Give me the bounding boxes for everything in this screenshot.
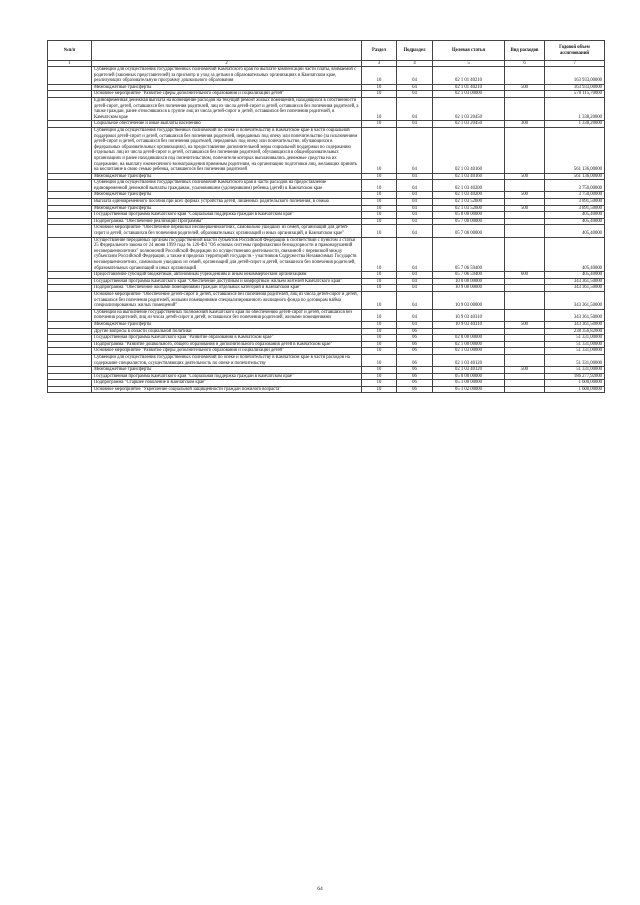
row-name-cell: Основное мероприятие "Укрепление социальной защищенности граждан пожилого возраста" — [92, 386, 362, 393]
row-razdel-cell: 10 — [362, 67, 397, 85]
row-razdel-cell: 10 — [362, 291, 397, 309]
row-name-cell: Подпрограмма "Старшее поколение в Камчатском крае" — [92, 380, 362, 387]
row-podrazdel-cell: 04 — [397, 225, 433, 237]
row-number-cell — [48, 199, 92, 206]
row-amount-cell: 405,40000 — [545, 225, 605, 237]
row-target-article-cell: 05 0 00 00000 — [433, 212, 505, 219]
row-expense-type-cell: 500 — [505, 192, 545, 199]
row-razdel-cell: 10 — [362, 285, 397, 292]
row-target-article-cell: 05 7 00 00000 — [433, 218, 505, 225]
row-target-article-cell: 02 1 01 40210 — [433, 67, 505, 85]
row-podrazdel-cell: 06 — [397, 341, 433, 348]
table-row — [48, 341, 605, 348]
row-amount-cell: 163 933,00000 — [545, 67, 605, 85]
row-number-cell — [48, 335, 92, 342]
row-name-cell: Межбюджетные трансферты — [92, 173, 362, 180]
row-expense-type-cell — [505, 328, 545, 335]
column-number: 5 — [433, 61, 505, 67]
row-number-cell — [48, 237, 92, 272]
table-header-row — [48, 41, 605, 61]
row-number-cell — [48, 354, 92, 366]
row-target-article-cell: 02 1 01 40210 — [433, 84, 505, 91]
row-name-cell: Межбюджетные трансферты — [92, 192, 362, 199]
row-amount-cell: 1 338,20000 — [545, 97, 605, 120]
row-target-article-cell: 02 1 03 00000 — [433, 91, 505, 98]
row-target-article-cell: 02 1 03 20450 — [433, 97, 505, 120]
row-expense-type-cell — [505, 218, 545, 225]
table-row — [48, 121, 605, 128]
budget-document — [47, 40, 604, 393]
table-row — [48, 373, 605, 380]
row-podrazdel-cell: 04 — [397, 218, 433, 225]
row-expense-type-cell — [505, 291, 545, 309]
row-number-cell — [48, 328, 92, 335]
header-annual-amount: Годовой объем ассигнований — [545, 41, 605, 61]
row-expense-type-cell — [505, 285, 545, 292]
row-number-cell — [48, 225, 92, 237]
row-name-cell: Межбюджетные трансферты — [92, 367, 362, 374]
table-row — [48, 348, 605, 355]
row-expense-type-cell: 500 — [505, 321, 545, 328]
row-number-cell — [48, 367, 92, 374]
row-razdel-cell: 10 — [362, 380, 397, 387]
row-razdel-cell: 10 — [362, 97, 397, 120]
row-expense-type-cell — [505, 212, 545, 219]
row-name-cell: Субвенции для осуществления государственных полномочий Камчатского края по выплате компенсации части платы, взимаемой с родителей (законных представителей) за присмотр и уход за детьми в образовательных организациях в Камчатском крае, реализующих образовательную программу дошкольного образования — [92, 67, 362, 85]
table-row — [48, 367, 605, 374]
row-razdel-cell: 10 — [362, 341, 397, 348]
row-podrazdel-cell: 04 — [397, 285, 433, 292]
row-target-article-cell: 10 9 03 00000 — [433, 291, 505, 309]
row-podrazdel-cell: 06 — [397, 380, 433, 387]
row-name-cell: Социальное обеспечение и иные выплаты населению — [92, 121, 362, 128]
row-razdel-cell: 10 — [362, 205, 397, 212]
row-podrazdel-cell: 04 — [397, 309, 433, 321]
row-amount-cell: 3 891,50000 — [545, 205, 605, 212]
header-number: №п/п — [48, 41, 92, 61]
row-podrazdel-cell: 04 — [397, 180, 433, 192]
row-amount-cell: 405,40000 — [545, 237, 605, 272]
row-podrazdel-cell: 04 — [397, 321, 433, 328]
row-number-cell — [48, 373, 92, 380]
row-name-cell: Субвенции для осуществления государственных полномочий Камчатского края в части расходов на предоставление единовременной денежной выплаты гражданам, усыновившим (удочерившим) ребенка (детей) в Камчатском крае — [92, 180, 362, 192]
row-expense-type-cell — [505, 341, 545, 348]
row-number-cell — [48, 291, 92, 309]
row-razdel-cell: 10 — [362, 354, 397, 366]
table-row — [48, 278, 605, 285]
table-row — [48, 291, 605, 309]
table-row — [48, 285, 605, 292]
row-expense-type-cell — [505, 180, 545, 192]
row-expense-type-cell — [505, 309, 545, 321]
row-podrazdel-cell: 06 — [397, 373, 433, 380]
row-amount-cell: 51 331,00000 — [545, 341, 605, 348]
row-name-cell: Основное мероприятие "Обеспечение детей-сирот и детей, оставшихся без попечения родителей, лиц из числа детей-сирот и детей, оставшихся без попечения родителей, жилыми помещениями специализированного жилищного фонда по договорам найма специализированных жилых помещений" — [92, 291, 362, 309]
row-podrazdel-cell: 04 — [397, 173, 433, 180]
column-number: 6 — [505, 61, 545, 67]
row-name-cell: Единовременная денежная выплата на возмещение расходов на текущий ремонт жилых помещений, находящихся в собственности детей-сирот, детей, оставшихся без попечения родителей, лиц из числа детей-сирот и детей, оставшихся без попечения родителей, а также граждан, ранее относившихся к группе лиц из числа детей-сирот и детей, оставшихся без попечения родителей, в Камчатском крае — [92, 97, 362, 120]
row-number-cell — [48, 127, 92, 173]
row-podrazdel-cell: 04 — [397, 278, 433, 285]
row-target-article-cell: 02 1 03 40200 — [433, 192, 505, 199]
row-expense-type-cell — [505, 67, 545, 85]
row-expense-type-cell — [505, 354, 545, 366]
row-razdel-cell: 10 — [362, 367, 397, 374]
table-row — [48, 212, 605, 219]
row-name-cell: Подпрограмма "Обеспечение жилыми помещениями граждан отдельных категорий в Камчатском крае" — [92, 285, 362, 292]
row-expense-type-cell: 500 — [505, 173, 545, 180]
row-target-article-cell: 02 1 03 52600 — [433, 205, 505, 212]
budget-table — [47, 40, 605, 393]
row-target-article-cell: 02 1 03 20450 — [433, 121, 505, 128]
row-expense-type-cell: 500 — [505, 367, 545, 374]
row-expense-type-cell — [505, 237, 545, 272]
row-target-article-cell: 05 7 06 59400 — [433, 272, 505, 279]
table-row — [48, 386, 605, 393]
column-number: 7 — [545, 61, 605, 67]
column-number: 4 — [397, 61, 433, 67]
row-amount-cell: 3 750,00000 — [545, 180, 605, 192]
row-amount-cell: 561 136,00000 — [545, 173, 605, 180]
row-number-cell — [48, 205, 92, 212]
row-amount-cell: 405,40000 — [545, 272, 605, 279]
table-row — [48, 354, 605, 366]
row-number-cell — [48, 341, 92, 348]
row-razdel-cell: 10 — [362, 212, 397, 219]
row-target-article-cell: 02 1 03 52600 — [433, 199, 505, 206]
table-row — [48, 91, 605, 98]
row-name-cell: Основное мероприятие "Обеспечение перевозки несовершеннолетних, самовольно ушедших из семей, организаций для детей-сирот и детей, оставшихся без попечения родителей, образовательных организаций и иных организаций, в Камчатском крае" — [92, 225, 362, 237]
table-row — [48, 97, 605, 120]
row-amount-cell: 1 600,00000 — [545, 380, 605, 387]
row-expense-type-cell — [505, 97, 545, 120]
row-number-cell — [48, 97, 92, 120]
row-amount-cell: 561 136,00000 — [545, 127, 605, 173]
row-podrazdel-cell: 04 — [397, 127, 433, 173]
row-razdel-cell: 10 — [362, 121, 397, 128]
row-podrazdel-cell: 04 — [397, 91, 433, 98]
table-row — [48, 309, 605, 321]
row-podrazdel-cell: 04 — [397, 199, 433, 206]
row-name-cell: Осуществление переданных органам государственной власти субъектов Российской Федерации в соответствии с пунктом 3 статьи 25 Федерального закона от 24 июня 1999 года № 120-ФЗ "Об основах системы профилактики безнадзорности и правонарушений несовершеннолетних" полномочий Российской Федерации по осуществлению деятельности, связанной с перевозкой между субъектами Российской Федерации, а также в пределах территорий государств - участников Содружества Независимых Государств несовершеннолетних, самовольно ушедших из семей, организаций для детей-сирот и детей, оставшихся без попечения родителей, образовательных организаций и иных организаций — [92, 237, 362, 272]
row-expense-type-cell: 300 — [505, 121, 545, 128]
row-podrazdel-cell: 06 — [397, 386, 433, 393]
row-number-cell — [48, 91, 92, 98]
row-podrazdel-cell: 06 — [397, 328, 433, 335]
row-name-cell: Подпрограмма "Обеспечение реализации Программы" — [92, 218, 362, 225]
table-row — [48, 173, 605, 180]
row-amount-cell: 186 277,92000 — [545, 373, 605, 380]
row-amount-cell: 163 933,00000 — [545, 84, 605, 91]
page-number: 64 — [317, 886, 323, 892]
column-number: 3 — [362, 61, 397, 67]
row-razdel-cell: 10 — [362, 180, 397, 192]
row-name-cell: Межбюджетные трансферты — [92, 84, 362, 91]
row-podrazdel-cell: 04 — [397, 205, 433, 212]
row-number-cell — [48, 180, 92, 192]
row-amount-cell: 51 331,00000 — [545, 335, 605, 342]
table-body — [48, 67, 605, 393]
table-row — [48, 67, 605, 85]
row-name-cell: Основное мероприятие "Развитие сферы дополнительного образования и социализации детей" — [92, 348, 362, 355]
row-number-cell — [48, 285, 92, 292]
row-number-cell — [48, 348, 92, 355]
row-podrazdel-cell: 04 — [397, 237, 433, 272]
row-expense-type-cell — [505, 373, 545, 380]
row-amount-cell: 1 600,00000 — [545, 386, 605, 393]
row-podrazdel-cell: 04 — [397, 192, 433, 199]
row-expense-type-cell — [505, 199, 545, 206]
row-razdel-cell: 10 — [362, 199, 397, 206]
row-razdel-cell: 10 — [362, 278, 397, 285]
row-razdel-cell: 10 — [362, 309, 397, 321]
row-target-article-cell: 05 7 06 59400 — [433, 237, 505, 272]
row-target-article-cell: 10 9 03 40310 — [433, 309, 505, 321]
row-number-cell — [48, 309, 92, 321]
row-name-cell: Другие вопросы в области социальной политики — [92, 328, 362, 335]
row-number-cell — [48, 67, 92, 85]
row-podrazdel-cell: 06 — [397, 348, 433, 355]
row-razdel-cell: 10 — [362, 386, 397, 393]
table-row — [48, 218, 605, 225]
row-name-cell: Субвенции на выполнение государственных полномочий Камчатского края по обеспечению детей-сирот и детей, оставшихся без попечения родителей, лиц из числа детей-сирот и детей, оставшихся без попечения родителей, жилыми помещениями — [92, 309, 362, 321]
row-name-cell: Предоставление субсидий бюджетным, автономным учреждениям и иным некоммерческим организациям — [92, 272, 362, 279]
row-number-cell — [48, 173, 92, 180]
header-razdel: Раздел — [362, 41, 397, 61]
row-number-cell — [48, 84, 92, 91]
row-target-article-cell: 05 1 02 00000 — [433, 386, 505, 393]
row-number-cell — [48, 321, 92, 328]
table-row — [48, 272, 605, 279]
row-number-cell — [48, 212, 92, 219]
row-amount-cell: 51 331,00000 — [545, 348, 605, 355]
row-target-article-cell: 05 1 00 00000 — [433, 380, 505, 387]
row-razdel-cell: 10 — [362, 237, 397, 272]
row-name-cell: Межбюджетные трансферты — [92, 321, 362, 328]
row-podrazdel-cell: 04 — [397, 272, 433, 279]
row-target-article-cell: 05 0 00 00000 — [433, 373, 505, 380]
row-amount-cell: 343 361,50000 — [545, 285, 605, 292]
table-row — [48, 180, 605, 192]
row-number-cell — [48, 272, 92, 279]
row-expense-type-cell — [505, 386, 545, 393]
table-row — [48, 84, 605, 91]
row-target-article-cell: 10 9 03 40310 — [433, 321, 505, 328]
row-amount-cell: 51 331,00000 — [545, 367, 605, 374]
column-number: 2 — [92, 61, 362, 67]
row-name-cell: Субвенции для осуществления государственных полномочий по опеке и попечительству в Камчатском крае в части социальной поддержки детей-сирот и детей, оставшихся без попечения родителей, переданных под опеку или попечительство (за исключением детей-сирот и детей, оставшихся без попечения родителей, переданных под опеку или попечительство, обучающихся в федеральных образовательных организациях), на предоставление дополнительной меры социальной поддержки по содержанию отдельных лиц из числа детей-сирот и детей, оставшихся без попечения родителей, обучающихся в общеобразовательных организациях и ранее находившихся под попечительством, попечители которых выплачивались денежные средства на их содержание, на выплату ежемесячного вознаграждения приемным родителям, на организацию подготовки лиц, желающих принять на воспитание в свою семью ребенка, оставшегося без попечения родителей — [92, 127, 362, 173]
row-target-article-cell: 05 7 06 00000 — [433, 225, 505, 237]
row-expense-type-cell: 500 — [505, 84, 545, 91]
table-row — [48, 328, 605, 335]
row-name-cell: Государственная программа Камчатского края "Социальная поддержка граждан в Камчатском крае" — [92, 373, 362, 380]
row-target-article-cell: 02 1 03 40200 — [433, 180, 505, 192]
row-podrazdel-cell: 06 — [397, 354, 433, 366]
row-podrazdel-cell: 04 — [397, 291, 433, 309]
row-razdel-cell: 10 — [362, 84, 397, 91]
row-expense-type-cell — [505, 225, 545, 237]
row-number-cell — [48, 121, 92, 128]
row-razdel-cell: 10 — [362, 127, 397, 173]
row-number-cell — [48, 218, 92, 225]
row-amount-cell: 343 361,50000 — [545, 321, 605, 328]
row-number-cell — [48, 278, 92, 285]
row-razdel-cell: 10 — [362, 328, 397, 335]
row-name-cell: Государственная программа Камчатского края "Развитие образования в Камчатском крае" — [92, 335, 362, 342]
table-row — [48, 205, 605, 212]
row-target-article-cell: 02 1 03 40120 — [433, 367, 505, 374]
header-expense-type: Вид расходов — [505, 41, 545, 61]
row-razdel-cell: 10 — [362, 321, 397, 328]
row-amount-cell: 405,40000 — [545, 212, 605, 219]
row-name-cell: Субвенции для осуществления государственных полномочий по опеке и попечительству в Камчатском крае в части расходов на содержание специалистов, осуществляющих деятельность по опеке и попечительству — [92, 354, 362, 366]
row-target-article-cell: 02 1 03 40160 — [433, 173, 505, 180]
row-podrazdel-cell: 04 — [397, 97, 433, 120]
row-target-article-cell: 10 0 00 00000 — [433, 278, 505, 285]
row-expense-type-cell — [505, 127, 545, 173]
row-target-article-cell: 02 0 00 00000 — [433, 335, 505, 342]
column-number: 1 — [48, 61, 92, 67]
row-expense-type-cell: 500 — [505, 205, 545, 212]
row-amount-cell: 51 331,00000 — [545, 354, 605, 366]
row-razdel-cell: 10 — [362, 335, 397, 342]
row-amount-cell: 405,40000 — [545, 218, 605, 225]
row-podrazdel-cell: 04 — [397, 84, 433, 91]
row-name-cell: Межбюджетные трансферты — [92, 205, 362, 212]
row-number-cell — [48, 386, 92, 393]
row-amount-cell: 3 891,50000 — [545, 199, 605, 206]
row-name-cell: Государственная программа Камчатского края "Социальная поддержка граждан в Камчатском крае" — [92, 212, 362, 219]
row-razdel-cell: 10 — [362, 373, 397, 380]
row-name-cell: Выплата единовременного пособия при всех формах устройства детей, лишенных родительского попечения, в семью — [92, 199, 362, 206]
row-expense-type-cell — [505, 91, 545, 98]
table-row — [48, 225, 605, 237]
row-amount-cell: 570 115,70000 — [545, 91, 605, 98]
row-amount-cell: 238 356,82000 — [545, 328, 605, 335]
row-razdel-cell: 10 — [362, 272, 397, 279]
row-podrazdel-cell: 06 — [397, 367, 433, 374]
row-target-article-cell: 02 1 03 40120 — [433, 354, 505, 366]
row-podrazdel-cell: 06 — [397, 335, 433, 342]
table-row — [48, 192, 605, 199]
row-target-article-cell — [433, 328, 505, 335]
row-name-cell: Государственная программа Камчатского края "Обеспечение доступным и комфортным жильем жителей Камчатского края" — [92, 278, 362, 285]
row-amount-cell: 343 361,50000 — [545, 309, 605, 321]
row-target-article-cell: 10 9 00 00000 — [433, 285, 505, 292]
header-target-article: Целевая статья — [433, 41, 505, 61]
row-name-cell: Основное мероприятие "Развитие сферы дополнительного образования и социализации детей" — [92, 91, 362, 98]
row-target-article-cell: 02 1 00 00000 — [433, 341, 505, 348]
row-razdel-cell: 10 — [362, 173, 397, 180]
row-amount-cell: 343 361,50000 — [545, 278, 605, 285]
row-podrazdel-cell: 04 — [397, 121, 433, 128]
row-name-cell: Подпрограмма "Развитие дошкольного, общего образования и дополнительного образования детей в Камчатском крае" — [92, 341, 362, 348]
row-amount-cell: 3 750,00000 — [545, 192, 605, 199]
table-row — [48, 380, 605, 387]
row-number-cell — [48, 380, 92, 387]
row-razdel-cell: 10 — [362, 91, 397, 98]
row-number-cell — [48, 192, 92, 199]
row-target-article-cell: 02 1 03 00000 — [433, 348, 505, 355]
row-expense-type-cell — [505, 335, 545, 342]
row-expense-type-cell — [505, 278, 545, 285]
table-row — [48, 321, 605, 328]
row-amount-cell: 1 338,20000 — [545, 121, 605, 128]
table-row — [48, 127, 605, 173]
row-podrazdel-cell: 04 — [397, 212, 433, 219]
row-amount-cell: 343 361,50000 — [545, 291, 605, 309]
row-expense-type-cell — [505, 380, 545, 387]
row-razdel-cell: 10 — [362, 218, 397, 225]
table-row — [48, 237, 605, 272]
row-razdel-cell: 10 — [362, 348, 397, 355]
row-podrazdel-cell: 04 — [397, 67, 433, 85]
row-target-article-cell: 02 1 03 40160 — [433, 127, 505, 173]
row-expense-type-cell: 600 — [505, 272, 545, 279]
table-row — [48, 335, 605, 342]
table-row — [48, 199, 605, 206]
row-razdel-cell: 10 — [362, 225, 397, 237]
header-name — [92, 41, 362, 61]
header-podrazdel: Подраздел — [397, 41, 433, 61]
row-expense-type-cell — [505, 348, 545, 355]
row-razdel-cell: 10 — [362, 192, 397, 199]
